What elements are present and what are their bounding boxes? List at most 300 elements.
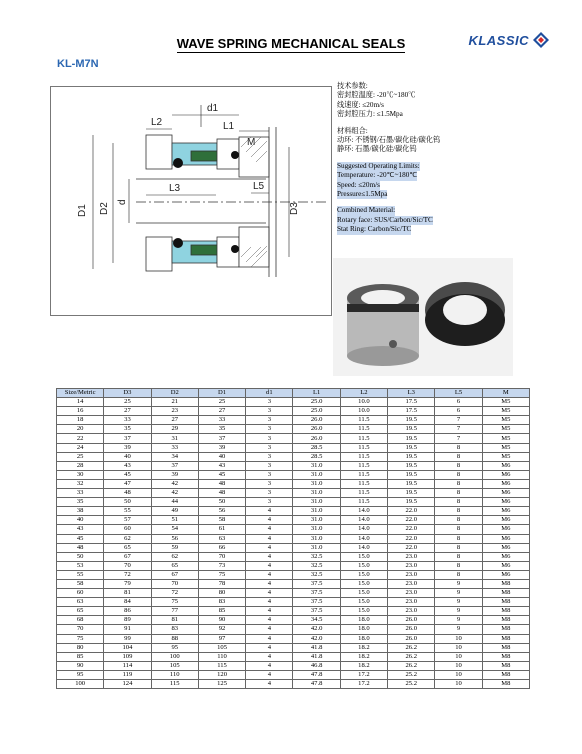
table-cell: 15.0 xyxy=(340,570,387,579)
table-cell: 85 xyxy=(57,652,104,661)
table-cell: M6 xyxy=(482,507,529,516)
table-cell: 14.0 xyxy=(340,525,387,534)
spec-cn-pressure: 密封腔压力: ≤1.5Mpa xyxy=(337,110,403,119)
table-cell: 4 xyxy=(246,607,293,616)
table-row xyxy=(57,398,530,407)
table-cell: 43 xyxy=(57,525,104,534)
table-cell: 9 xyxy=(435,616,482,625)
table-cell: M8 xyxy=(482,598,529,607)
table-row xyxy=(57,561,530,570)
spec-en-heading: Suggested Operating Limits: xyxy=(337,161,420,170)
label-l1: L1 xyxy=(223,121,235,132)
table-cell: 73 xyxy=(198,561,245,570)
table-row xyxy=(57,516,530,525)
table-cell: 11.5 xyxy=(340,434,387,443)
table-cell: 27 xyxy=(151,416,198,425)
table-cell: 22.0 xyxy=(388,507,435,516)
table-cell: 30 xyxy=(57,470,104,479)
table-cell: 7 xyxy=(435,425,482,434)
page-title-text: WAVE SPRING MECHANICAL SEALS xyxy=(176,36,406,51)
table-cell: 3 xyxy=(246,425,293,434)
column-header: d1 xyxy=(246,389,293,398)
table-cell: 45 xyxy=(57,534,104,543)
table-cell: 17.5 xyxy=(388,398,435,407)
table-cell: 18.0 xyxy=(340,625,387,634)
table-cell: 31.0 xyxy=(293,534,340,543)
table-cell: 18 xyxy=(57,416,104,425)
table-cell: 23.0 xyxy=(388,570,435,579)
table-cell: 3 xyxy=(246,443,293,452)
table-cell: 70 xyxy=(198,552,245,561)
table-cell: 78 xyxy=(198,579,245,588)
table-cell: 72 xyxy=(104,570,151,579)
table-cell: 3 xyxy=(246,407,293,416)
table-cell: 11.5 xyxy=(340,443,387,452)
table-cell: 23.0 xyxy=(388,579,435,588)
table-row xyxy=(57,661,530,670)
table-cell: 32.5 xyxy=(293,561,340,570)
table-cell: M8 xyxy=(482,589,529,598)
table-cell: M6 xyxy=(482,489,529,498)
table-cell: 4 xyxy=(246,680,293,689)
table-cell: 34 xyxy=(151,452,198,461)
table-cell: 4 xyxy=(246,570,293,579)
table-cell: 19.5 xyxy=(388,498,435,507)
table-cell: 25 xyxy=(198,398,245,407)
table-cell: M5 xyxy=(482,443,529,452)
table-cell: M6 xyxy=(482,516,529,525)
table-cell: 15.0 xyxy=(340,598,387,607)
table-cell: 4 xyxy=(246,589,293,598)
table-cell: 28 xyxy=(57,461,104,470)
table-cell: 68 xyxy=(57,616,104,625)
table-cell: 43 xyxy=(104,461,151,470)
table-cell: M8 xyxy=(482,625,529,634)
table-cell: 60 xyxy=(57,589,104,598)
table-cell: 10 xyxy=(435,670,482,679)
table-cell: M6 xyxy=(482,552,529,561)
table-cell: 115 xyxy=(198,661,245,670)
table-cell: 26.0 xyxy=(293,416,340,425)
table-cell: 11.5 xyxy=(340,416,387,425)
column-header: L5 xyxy=(435,389,482,398)
table-cell: 17.5 xyxy=(388,407,435,416)
table-cell: 42 xyxy=(151,489,198,498)
table-cell: M6 xyxy=(482,543,529,552)
table-cell: 81 xyxy=(104,589,151,598)
table-cell: 38 xyxy=(57,507,104,516)
table-cell: M5 xyxy=(482,407,529,416)
table-cell: 10.0 xyxy=(340,407,387,416)
table-cell: 31.0 xyxy=(293,479,340,488)
table-cell: 56 xyxy=(151,534,198,543)
table-cell: M5 xyxy=(482,452,529,461)
table-cell: 37.5 xyxy=(293,598,340,607)
table-cell: 84 xyxy=(104,598,151,607)
table-cell: 42 xyxy=(151,479,198,488)
table-cell: 3 xyxy=(246,416,293,425)
table-cell: 8 xyxy=(435,498,482,507)
table-cell: 119 xyxy=(104,670,151,679)
table-cell: 92 xyxy=(198,625,245,634)
table-cell: 26.0 xyxy=(388,634,435,643)
table-cell: 6 xyxy=(435,398,482,407)
table-cell: 4 xyxy=(246,552,293,561)
table-cell: 9 xyxy=(435,607,482,616)
table-cell: 4 xyxy=(246,525,293,534)
table-cell: 32.5 xyxy=(293,552,340,561)
table-cell: 26.2 xyxy=(388,643,435,652)
column-header: D3 xyxy=(104,389,151,398)
table-row xyxy=(57,416,530,425)
table-cell: 41.8 xyxy=(293,643,340,652)
table-cell: 26.2 xyxy=(388,661,435,670)
table-cell: 23.0 xyxy=(388,561,435,570)
table-cell: 90 xyxy=(198,616,245,625)
table-cell: 48 xyxy=(104,489,151,498)
table-cell: 99 xyxy=(104,634,151,643)
table-cell: 65 xyxy=(104,543,151,552)
table-cell: 11.5 xyxy=(340,470,387,479)
table-cell: 48 xyxy=(198,479,245,488)
table-cell: M5 xyxy=(482,434,529,443)
spec-cn-stat: 静环: 石墨/碳化硅/碳化钨 xyxy=(337,145,417,154)
table-cell: 8 xyxy=(435,516,482,525)
table-cell: 65 xyxy=(57,607,104,616)
table-cell: 41.8 xyxy=(293,652,340,661)
table-cell: 54 xyxy=(151,525,198,534)
table-cell: M6 xyxy=(482,479,529,488)
table-cell: 75 xyxy=(57,634,104,643)
table-cell: M8 xyxy=(482,616,529,625)
table-cell: 28.5 xyxy=(293,452,340,461)
table-cell: 35 xyxy=(57,498,104,507)
spec-cn-heading: 技术参数: xyxy=(337,82,368,90)
table-cell: 37 xyxy=(198,434,245,443)
table-cell: 61 xyxy=(198,525,245,534)
table-cell: M8 xyxy=(482,661,529,670)
table-cell: 18.0 xyxy=(340,634,387,643)
table-cell: 4 xyxy=(246,561,293,570)
table-cell: 8 xyxy=(435,534,482,543)
table-cell: 28.5 xyxy=(293,443,340,452)
table-cell: 3 xyxy=(246,398,293,407)
table-cell: 11.5 xyxy=(340,461,387,470)
table-cell: 75 xyxy=(151,598,198,607)
table-cell: 75 xyxy=(198,570,245,579)
table-cell: 125 xyxy=(198,680,245,689)
table-cell: 27 xyxy=(104,407,151,416)
table-cell: 37.5 xyxy=(293,579,340,588)
table-cell: 47.8 xyxy=(293,680,340,689)
table-cell: 18.0 xyxy=(340,616,387,625)
table-cell: M6 xyxy=(482,461,529,470)
table-cell: 19.5 xyxy=(388,470,435,479)
table-cell: 46.8 xyxy=(293,661,340,670)
table-cell: M8 xyxy=(482,652,529,661)
table-cell: 81 xyxy=(151,616,198,625)
table-cell: 72 xyxy=(151,589,198,598)
table-cell: 31.0 xyxy=(293,498,340,507)
table-cell: 79 xyxy=(104,579,151,588)
table-cell: 17.2 xyxy=(340,670,387,679)
table-cell: 9 xyxy=(435,589,482,598)
table-cell: 19.5 xyxy=(388,416,435,425)
table-cell: 23.0 xyxy=(388,552,435,561)
table-row xyxy=(57,652,530,661)
table-cell: 3 xyxy=(246,470,293,479)
spec-en-material-heading: Combined Material: xyxy=(337,206,396,215)
spec-en-stat: Stat Ring: Carbon/Sic/TC xyxy=(337,225,412,234)
table-cell: M6 xyxy=(482,525,529,534)
table-cell: 97 xyxy=(198,634,245,643)
table-cell: 4 xyxy=(246,598,293,607)
table-cell: 8 xyxy=(435,507,482,516)
table-cell: 4 xyxy=(246,661,293,670)
table-row xyxy=(57,443,530,452)
table-cell: 10 xyxy=(435,652,482,661)
table-cell: 3 xyxy=(246,498,293,507)
table-cell: 8 xyxy=(435,443,482,452)
table-cell: 110 xyxy=(151,670,198,679)
table-cell: 25 xyxy=(104,398,151,407)
table-cell: 26.0 xyxy=(293,434,340,443)
table-cell: 23.0 xyxy=(388,589,435,598)
table-cell: M8 xyxy=(482,643,529,652)
table-cell: 4 xyxy=(246,543,293,552)
table-cell: 32 xyxy=(57,479,104,488)
table-cell: 25.0 xyxy=(293,407,340,416)
label-D3: D3 xyxy=(289,202,300,215)
table-cell: 26.0 xyxy=(388,625,435,634)
table-cell: 42.0 xyxy=(293,625,340,634)
table-cell: 31.0 xyxy=(293,470,340,479)
column-header: L1 xyxy=(293,389,340,398)
label-l3: L3 xyxy=(169,183,181,194)
table-cell: 66 xyxy=(198,543,245,552)
table-cell: 11.5 xyxy=(340,498,387,507)
table-cell: 42.0 xyxy=(293,634,340,643)
table-cell: 21 xyxy=(151,398,198,407)
table-cell: 120 xyxy=(198,670,245,679)
table-cell: M8 xyxy=(482,634,529,643)
table-cell: 18.2 xyxy=(340,652,387,661)
table-row xyxy=(57,589,530,598)
table-cell: 6 xyxy=(435,407,482,416)
table-row xyxy=(57,634,530,643)
table-row xyxy=(57,525,530,534)
table-cell: 55 xyxy=(57,570,104,579)
table-cell: 77 xyxy=(151,607,198,616)
table-cell: 10 xyxy=(435,634,482,643)
table-cell: 17.2 xyxy=(340,680,387,689)
table-cell: 115 xyxy=(151,680,198,689)
table-row xyxy=(57,616,530,625)
table-cell: 25.0 xyxy=(293,398,340,407)
column-header: Size/Metric xyxy=(57,389,104,398)
table-row xyxy=(57,461,530,470)
table-cell: 25 xyxy=(57,452,104,461)
table-row xyxy=(57,607,530,616)
table-cell: 22.0 xyxy=(388,525,435,534)
table-row xyxy=(57,552,530,561)
table-cell: 22.0 xyxy=(388,534,435,543)
table-cell: 14 xyxy=(57,398,104,407)
table-cell: 57 xyxy=(104,516,151,525)
table-row xyxy=(57,479,530,488)
table-cell: 3 xyxy=(246,479,293,488)
table-cell: 27 xyxy=(198,407,245,416)
table-cell: 9 xyxy=(435,579,482,588)
table-cell: 23.0 xyxy=(388,607,435,616)
table-cell: 8 xyxy=(435,489,482,498)
label-l2: L2 xyxy=(151,117,163,128)
product-photo xyxy=(333,258,513,376)
table-cell: M8 xyxy=(482,670,529,679)
table-cell: M6 xyxy=(482,561,529,570)
brand-name: KLASSIC xyxy=(468,32,529,48)
table-cell: 56 xyxy=(198,507,245,516)
table-cell: 58 xyxy=(57,579,104,588)
label-D2: D2 xyxy=(99,202,110,215)
table-row xyxy=(57,452,530,461)
table-cell: 11.5 xyxy=(340,479,387,488)
table-cell: 37 xyxy=(151,461,198,470)
table-body xyxy=(57,398,530,689)
table-cell: 25.2 xyxy=(388,670,435,679)
column-header: L2 xyxy=(340,389,387,398)
table-cell: 89 xyxy=(104,616,151,625)
spec-en-pressure: Pressure≤1.5Mpa xyxy=(337,190,388,199)
table-row xyxy=(57,489,530,498)
table-cell: 26.0 xyxy=(293,425,340,434)
table-cell: M5 xyxy=(482,416,529,425)
table-cell: 100 xyxy=(151,652,198,661)
table-row xyxy=(57,470,530,479)
table-cell: 63 xyxy=(198,534,245,543)
table-cell: 37.5 xyxy=(293,607,340,616)
table-cell: 105 xyxy=(151,661,198,670)
table-cell: 23.0 xyxy=(388,598,435,607)
table-cell: M6 xyxy=(482,534,529,543)
table-cell: 4 xyxy=(246,579,293,588)
column-header: D2 xyxy=(151,389,198,398)
table-cell: 25.2 xyxy=(388,680,435,689)
table-cell: 9 xyxy=(435,625,482,634)
table-cell: 8 xyxy=(435,470,482,479)
table-cell: 20 xyxy=(57,425,104,434)
table-cell: 58 xyxy=(198,516,245,525)
table-cell: 80 xyxy=(57,643,104,652)
spec-cn-speed: 线速度: ≤20m/s xyxy=(337,100,384,109)
table-cell: 14.0 xyxy=(340,534,387,543)
column-header: L3 xyxy=(388,389,435,398)
table-cell: 31 xyxy=(151,434,198,443)
table-cell: 95 xyxy=(57,670,104,679)
table-cell: 4 xyxy=(246,643,293,652)
table-cell: 44 xyxy=(151,498,198,507)
table-cell: 3 xyxy=(246,461,293,470)
table-cell: 31.0 xyxy=(293,507,340,516)
table-header-row xyxy=(57,389,530,398)
table-cell: 4 xyxy=(246,634,293,643)
table-row xyxy=(57,625,530,634)
table-row xyxy=(57,407,530,416)
table-cell: 4 xyxy=(246,616,293,625)
table-cell: 4 xyxy=(246,670,293,679)
seal-photo-illustration xyxy=(333,258,513,376)
table-cell: 8 xyxy=(435,552,482,561)
table-cell: 55 xyxy=(104,507,151,516)
table-row xyxy=(57,570,530,579)
model-code: KL-M7N xyxy=(57,58,99,70)
table-cell: 109 xyxy=(104,652,151,661)
table-cell: 15.0 xyxy=(340,607,387,616)
table-cell: 10 xyxy=(435,643,482,652)
table-cell: 3 xyxy=(246,434,293,443)
table-cell: 80 xyxy=(198,589,245,598)
table-cell: 7 xyxy=(435,416,482,425)
table-row xyxy=(57,680,530,689)
table-cell: 62 xyxy=(151,552,198,561)
table-cell: 11.5 xyxy=(340,489,387,498)
table-cell: 8 xyxy=(435,525,482,534)
brand-diamond-icon xyxy=(533,32,549,48)
table-cell: 37.5 xyxy=(293,589,340,598)
table-cell: 8 xyxy=(435,543,482,552)
label-d1: d1 xyxy=(207,103,219,114)
table-cell: 26.2 xyxy=(388,652,435,661)
table-cell: 45 xyxy=(104,470,151,479)
table-cell: 32.5 xyxy=(293,570,340,579)
table-cell: 11.5 xyxy=(340,452,387,461)
table-cell: 4 xyxy=(246,516,293,525)
table-cell: 110 xyxy=(198,652,245,661)
table-cell: 39 xyxy=(198,443,245,452)
table-cell: 40 xyxy=(104,452,151,461)
table-cell: M5 xyxy=(482,398,529,407)
table-cell: 19.5 xyxy=(388,479,435,488)
table-cell: 104 xyxy=(104,643,151,652)
table-cell: 47.8 xyxy=(293,670,340,679)
table-cell: 8 xyxy=(435,452,482,461)
table-cell: 114 xyxy=(104,661,151,670)
table-cell: 8 xyxy=(435,479,482,488)
table-cell: 62 xyxy=(104,534,151,543)
table-row xyxy=(57,598,530,607)
table-cell: 8 xyxy=(435,570,482,579)
table-cell: 35 xyxy=(198,425,245,434)
table-cell: 70 xyxy=(151,579,198,588)
table-cell: 31.0 xyxy=(293,543,340,552)
table-cell: 19.5 xyxy=(388,489,435,498)
table-cell: 83 xyxy=(198,598,245,607)
table-cell: 43 xyxy=(198,461,245,470)
table-cell: 51 xyxy=(151,516,198,525)
table-cell: 63 xyxy=(57,598,104,607)
table-cell: 3 xyxy=(246,489,293,498)
table-row xyxy=(57,507,530,516)
table-cell: 14.0 xyxy=(340,543,387,552)
table-cell: 4 xyxy=(246,507,293,516)
table-cell: 37 xyxy=(104,434,151,443)
spec-cn-material-heading: 材料组合: xyxy=(337,126,368,135)
table-row xyxy=(57,434,530,443)
table-cell: 100 xyxy=(57,680,104,689)
table-cell: 86 xyxy=(104,607,151,616)
table-cell: 34.5 xyxy=(293,616,340,625)
table-cell: 10.0 xyxy=(340,398,387,407)
